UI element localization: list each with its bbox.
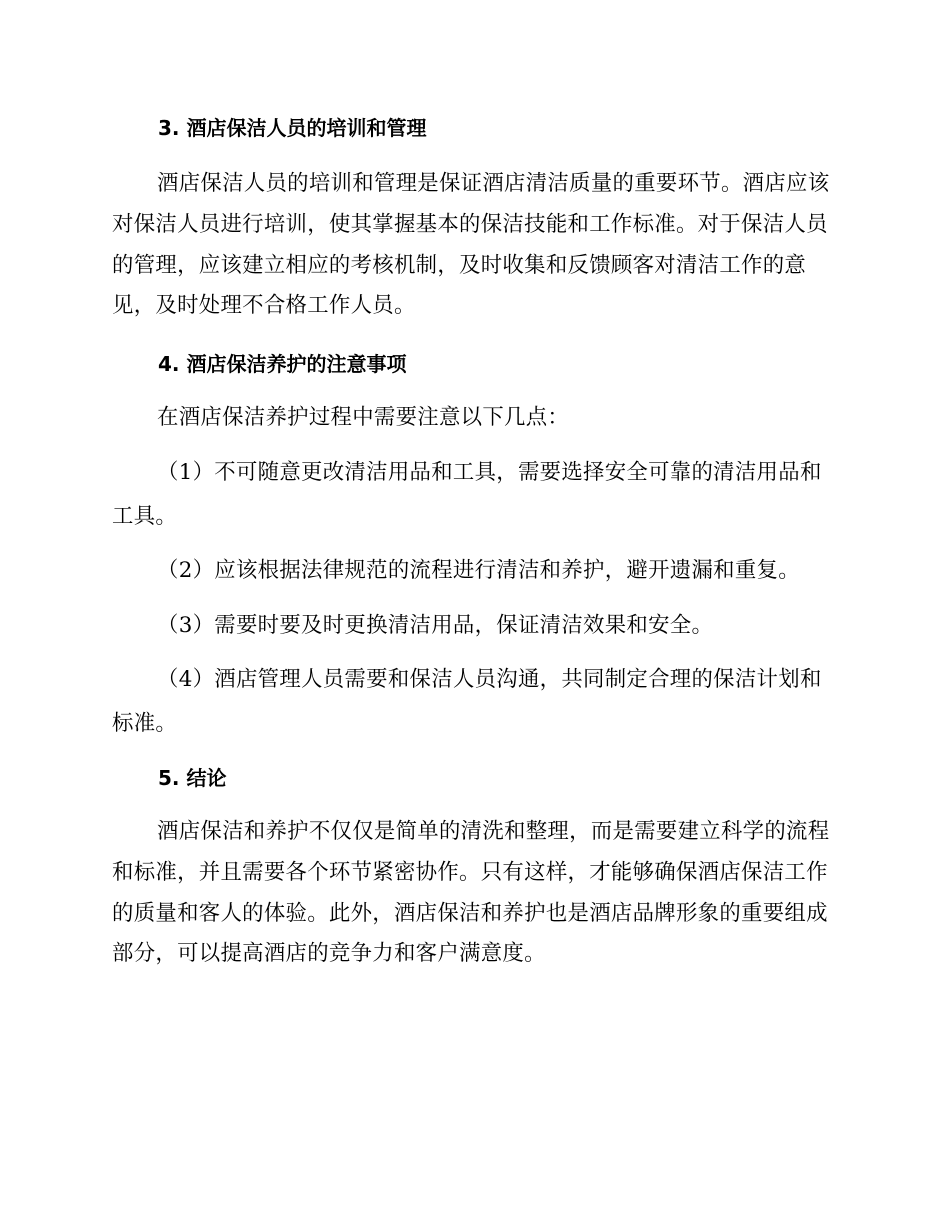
list-item: （2）应该根据法律规范的流程进行清洁和养护，避开遗漏和重复。	[157, 558, 800, 583]
section-3-paragraph: 酒店保洁人员的培训和管理是保证酒店清洁质量的重要环节。酒店应该对保洁人员进行培训，使其掌握基本的保洁技能和工作标准。对于保洁人员的管理，应该建立相应的考核机制，及时收集和反馈顾客对清洁工作的意见，及时处理不合格工作人员。	[112, 171, 830, 319]
section-3-heading: 3. 酒店保洁人员的培训和管理	[158, 116, 427, 140]
section-5-paragraph: 酒店保洁和养护不仅仅是简单的清洗和整理，而是需要建立科学的流程和标准，并且需要各个环节紧密协作。只有这样，才能够确保酒店保洁工作的质量和客人的体验。此外，酒店保洁和养护也是酒店品牌形象的重要组成部分，可以提高酒店的竞争力和客户满意度。	[112, 819, 830, 967]
list-item: （1）不可随意更改清洁用品和工具，需要选择安全可靠的清洁用品和工具。	[112, 460, 822, 529]
section-4-intro: 在酒店保洁养护过程中需要注意以下几点：	[157, 405, 570, 430]
section-5-heading: 5. 结论	[158, 766, 227, 790]
list-item: （4）酒店管理人员需要和保洁人员沟通，共同制定合理的保洁计划和标准。	[112, 667, 822, 736]
list-item: （3）需要时要及时更换清洁用品，保证清洁效果和安全。	[157, 613, 714, 638]
section-4-heading: 4. 酒店保洁养护的注意事项	[158, 352, 407, 376]
